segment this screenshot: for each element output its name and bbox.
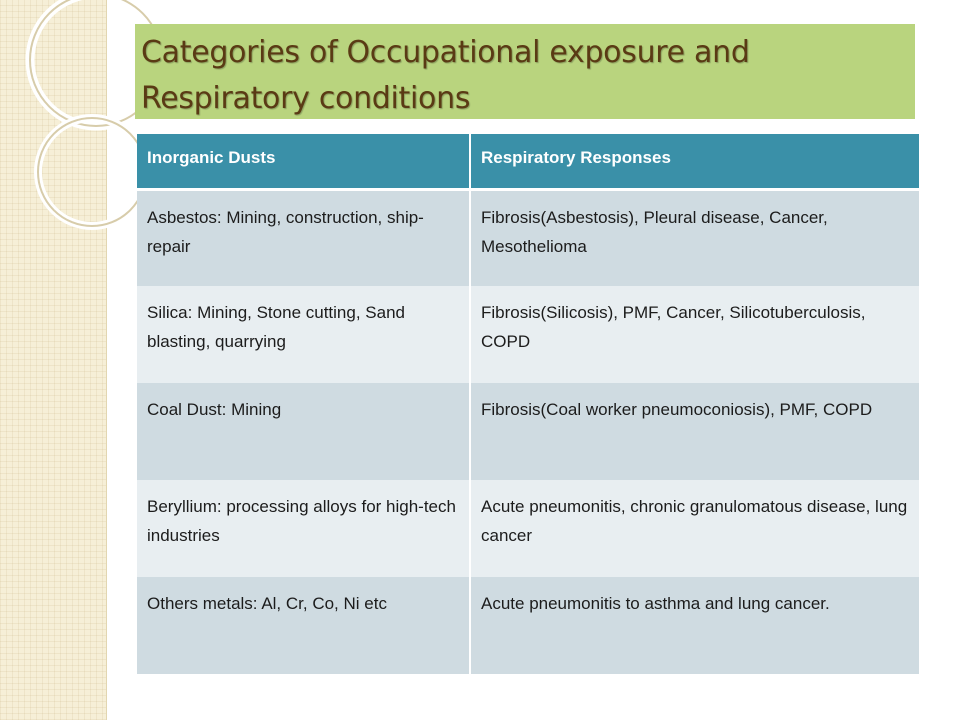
- table-row: [137, 480, 919, 577]
- exposure-table: [137, 134, 919, 674]
- table-row: [137, 577, 919, 674]
- exposure-cell: Coal Dust: Mining: [137, 383, 470, 480]
- exposure-cell: Beryllium: processing alloys for high-tech industries: [137, 480, 470, 577]
- column-header-inorganic-dusts: Inorganic Dusts: [137, 134, 470, 189]
- exposure-cell: Asbestos: Mining, construction, ship-repair: [137, 189, 470, 286]
- title-bar: [135, 24, 915, 119]
- exposure-cell: Silica: Mining, Stone cutting, Sand blasting, quarrying: [137, 286, 470, 383]
- table-header-row: [137, 134, 919, 189]
- table-row: [137, 383, 919, 480]
- response-cell: Fibrosis(Coal worker pneumoconiosis), PMF, COPD: [470, 383, 919, 480]
- slide-title: Categories of Occupational exposure and Respiratory conditions: [141, 35, 750, 116]
- exposure-cell: Others metals: Al, Cr, Co, Ni etc: [137, 577, 470, 674]
- response-cell: Fibrosis(Silicosis), PMF, Cancer, Silicotuberculosis, COPD: [470, 286, 919, 383]
- table-row: [137, 189, 919, 286]
- response-cell: Acute pneumonitis to asthma and lung cancer.: [470, 577, 919, 674]
- response-cell: Fibrosis(Asbestosis), Pleural disease, Cancer, Mesothelioma: [470, 189, 919, 286]
- table-row: [137, 286, 919, 383]
- column-header-respiratory-responses: Respiratory Responses: [470, 134, 919, 189]
- response-cell: Acute pneumonitis, chronic granulomatous disease, lung cancer: [470, 480, 919, 577]
